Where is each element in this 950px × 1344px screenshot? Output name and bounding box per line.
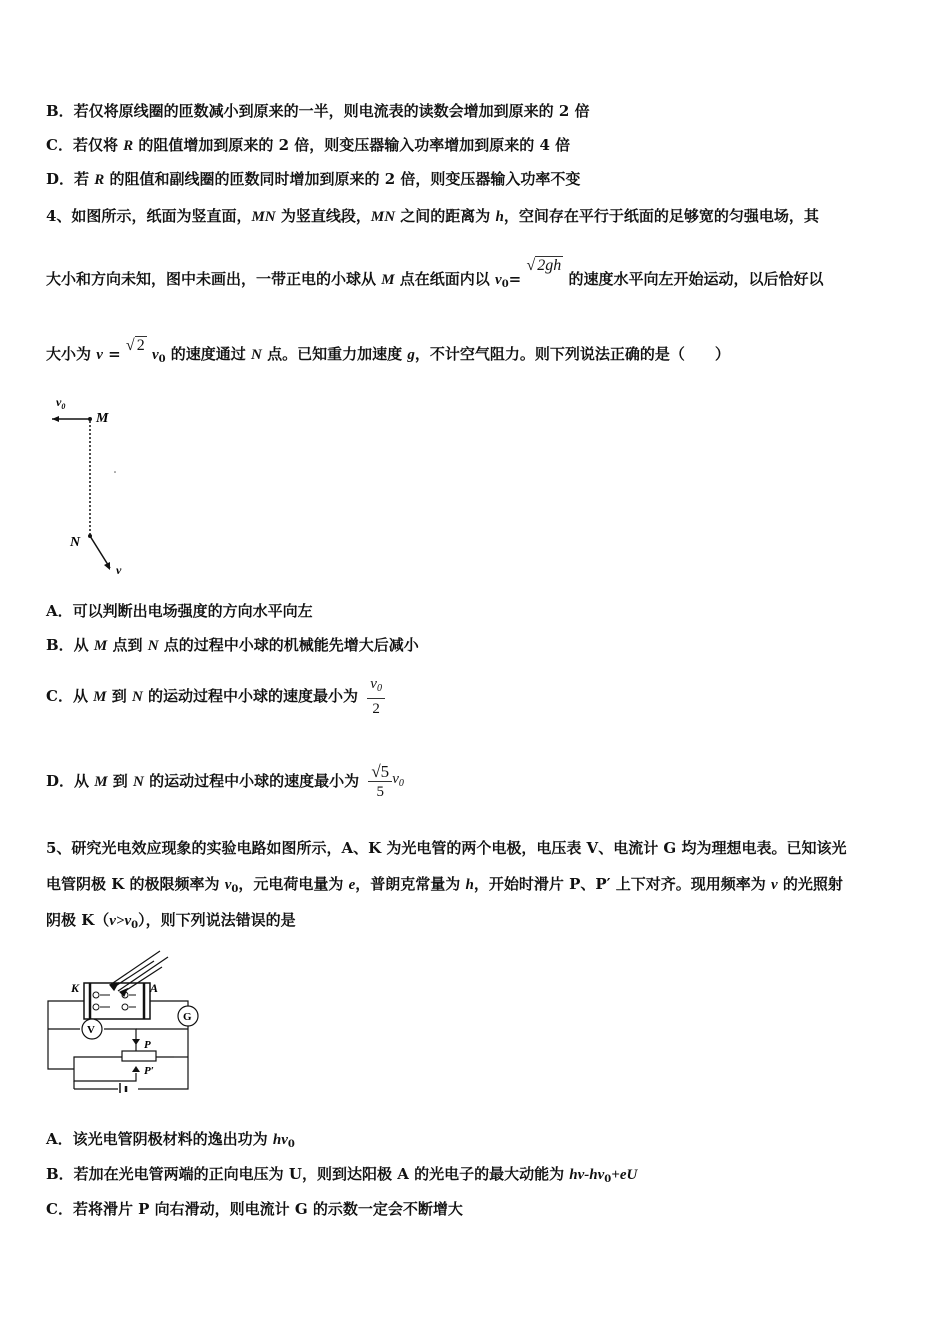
q4-l2-a: 大小和方向未知，图中未画出，一带正电的小球从 xyxy=(46,270,382,288)
label-p: P xyxy=(144,1039,151,1051)
label-v: V xyxy=(87,1024,95,1036)
label-a: A xyxy=(150,981,159,995)
q5-l2-e: e xyxy=(348,877,356,893)
light-ray-arrows xyxy=(110,951,168,996)
q4-b-post: 点的过程中小球的机械能先增大后减小 xyxy=(158,636,419,654)
q4-sqrt-2: √ 2 xyxy=(125,337,145,354)
q4-option-a-text: A．可以判断出电场强度的方向水平向左 xyxy=(46,602,313,620)
q3-option-b-text: B．若仅将原线圈的匝数减小到原来的一半，则电流表的读数会增加到原来的 2 倍 xyxy=(46,102,590,120)
q4-b-mid: 点到 xyxy=(107,636,148,654)
q5-l2-v0: v xyxy=(224,877,232,893)
slider-p-prime xyxy=(132,1066,140,1072)
phototube xyxy=(84,983,150,1019)
q4-l3-a: 大小为 xyxy=(46,345,97,363)
q4-l1-a: 4、如图所示，纸面为竖直面， xyxy=(46,207,252,225)
q4-l1-h: h xyxy=(495,209,504,225)
q5-l2-e2: 的光照射 xyxy=(777,875,843,893)
q4-l3-v0: v xyxy=(151,347,159,363)
q5-l3-a: 阴极 K（ xyxy=(46,911,110,929)
q4-d-fraction xyxy=(368,763,392,802)
q3-c-pre: C．若仅将 xyxy=(46,136,124,154)
q5-b-math2: +eU xyxy=(611,1167,638,1183)
q5-l1: 5、研究光电效应现象的实验电路如图所示，A、K 为光电管的两个电极，电压表 V、电流计 G 均为理想电表。已知该光 xyxy=(46,839,847,857)
q4-stem-line3 xyxy=(46,337,730,371)
q4-fig-v-label: v xyxy=(116,563,122,577)
q4-l3-g: g xyxy=(407,347,415,363)
q4-l2-m: M xyxy=(381,272,395,288)
q4-l3-d: ，不计空气阻力。则下列说法正确的是（ ） xyxy=(414,345,730,363)
q4-l2-b: 点在纸面内以 xyxy=(394,270,496,288)
q4-fig-dot xyxy=(114,471,116,473)
q5-l2-a: 电管阴极 K 的极限频率为 xyxy=(46,875,225,893)
q4-l3-sub: 0 xyxy=(158,354,166,365)
q5-b-math1: hv-hv xyxy=(569,1167,605,1183)
q4-l2-eq: = xyxy=(508,270,522,288)
q4-c-denominator: 2 xyxy=(372,701,380,717)
q3-c-post: 的阻值增加到原来的 2 倍，则变压器输入功率增加到原来的 4 倍 xyxy=(133,136,571,154)
q5-circuit-figure xyxy=(40,945,215,1093)
q5-option-c xyxy=(46,1198,463,1220)
q5-l2-h: h xyxy=(465,877,474,893)
q3-option-b xyxy=(46,100,590,122)
q4-d-pre: D．从 xyxy=(46,772,95,790)
q4-d-post: 的运动过程中小球的速度最小为 xyxy=(143,772,360,790)
q4-stem-line2 xyxy=(46,257,824,296)
q4-d-denominator: 5 xyxy=(376,783,385,800)
q4-v0-arrowhead xyxy=(52,416,59,422)
q5-l2-v0s: 0 xyxy=(231,884,239,895)
q3-c-var: R xyxy=(123,138,134,154)
q5-l2-v: v xyxy=(771,877,778,893)
q4-d-n: N xyxy=(133,774,144,790)
q4-l1-d: ，空间存在平行于纸面的足够宽的匀强电场，其 xyxy=(503,207,819,225)
q4-d-v0: $v_0$ xyxy=(392,771,404,789)
q3-d-pre: D．若 xyxy=(46,170,95,188)
q4-point-m xyxy=(88,417,92,421)
q4-c-m: M xyxy=(93,689,107,705)
q4-d-m: M xyxy=(94,774,108,790)
q4-l3-eq: = xyxy=(102,345,126,363)
q5-l2-c: ，普朗克常量为 xyxy=(355,875,466,893)
q4-c-mid: 到 xyxy=(106,687,132,705)
q4-c-n: N xyxy=(131,689,143,705)
q4-fig-n-label: N xyxy=(70,535,81,550)
q5-b-pre: B．若加在光电管两端的正向电压为 U，则到达阳极 A 的光电子的最大动能为 xyxy=(46,1165,570,1183)
q4-c-pre: C．从 xyxy=(46,687,94,705)
q4-option-d xyxy=(46,756,404,812)
q4-fig-v0-label: $v_0$ xyxy=(56,395,66,411)
q5-l3-b: ），则下列说法错误的是 xyxy=(138,911,296,929)
q4-v-arrow-line xyxy=(90,536,110,568)
q4-sqrt-2gh: √ 2gh xyxy=(526,257,562,274)
q4-option-a xyxy=(46,600,313,622)
q5-option-b xyxy=(46,1163,637,1191)
q4-l1-c: 之间的距离为 xyxy=(395,207,496,225)
q5-a-sub: 0 xyxy=(287,1139,295,1150)
q4-d-mid: 到 xyxy=(107,772,134,790)
q4-option-b xyxy=(46,634,419,657)
q3-d-var: R xyxy=(94,172,105,188)
q4-c-numerator: $v_0$ xyxy=(367,675,385,699)
q4-fig-m-label: M xyxy=(96,411,109,426)
q4-l2-v: v xyxy=(495,272,502,288)
q5-option-a xyxy=(46,1128,295,1156)
label-k: K xyxy=(71,981,80,995)
q4-c-fraction xyxy=(367,675,385,719)
q5-a-pre: A．该光电管阴极材料的逸出功为 xyxy=(46,1130,273,1148)
q5-stem-line3 xyxy=(46,909,296,937)
q5-l3-s: 0 xyxy=(131,920,139,931)
q5-b-sub: 0 xyxy=(604,1174,612,1185)
q5-stem-line1 xyxy=(46,837,846,859)
label-p-prime: P′ xyxy=(144,1065,154,1077)
q4-l2-c: 的速度水平向左开始运动，以后恰好以 xyxy=(563,270,824,288)
q4-l1-mn2: MN xyxy=(370,209,396,225)
q4-l3-c: 点。已知重力加速度 xyxy=(261,345,408,363)
q4-figure xyxy=(40,388,150,588)
photoelectrons xyxy=(93,992,136,1010)
q5-a-math: hv xyxy=(272,1132,288,1148)
q5-option-c-text: C．若将滑片 P 向右滑动，则电流计 G 的示数一定会不断增大 xyxy=(46,1200,463,1218)
q4-l1-mn1: MN xyxy=(251,209,276,225)
q4-c-post: 的运动过程中小球的速度最小为 xyxy=(142,687,359,705)
q4-l2-sub: 0 xyxy=(501,279,509,290)
q4-d-numerator: √5 xyxy=(368,763,392,782)
q4-l3-b: 的速度通过 xyxy=(165,345,252,363)
q5-l3-v: v>v xyxy=(109,913,132,929)
q4-stem-line1 xyxy=(46,205,819,228)
q4-l1-b: 为竖直线段， xyxy=(275,207,371,225)
q5-l2-b: ，元电荷电量为 xyxy=(238,875,349,893)
circuit-wires xyxy=(48,1001,188,1089)
q5-stem-line2 xyxy=(46,873,843,901)
rheostat xyxy=(122,1051,156,1061)
q3-d-post: 的阻值和副线圈的匝数同时增加到原来的 2 倍，则变压器输入功率不变 xyxy=(104,170,581,188)
q5-l2-d: ，开始时滑片 P、P′ 上下对齐。现用频率为 xyxy=(473,875,772,893)
q3-option-d xyxy=(46,168,580,191)
label-g: G xyxy=(183,1011,192,1023)
q4-b-pre: B．从 xyxy=(46,636,94,654)
q4-sqrt-2-radicand: 2 xyxy=(136,337,145,354)
q4-b-m: M xyxy=(93,638,108,654)
q4-sqrt-2gh-radicand: 2gh xyxy=(537,257,562,274)
q4-l3-v: v xyxy=(96,347,103,363)
q4-option-c xyxy=(46,674,385,719)
q3-option-c xyxy=(46,134,570,157)
q4-l3-n: N xyxy=(251,347,262,363)
q4-b-n: N xyxy=(147,638,159,654)
